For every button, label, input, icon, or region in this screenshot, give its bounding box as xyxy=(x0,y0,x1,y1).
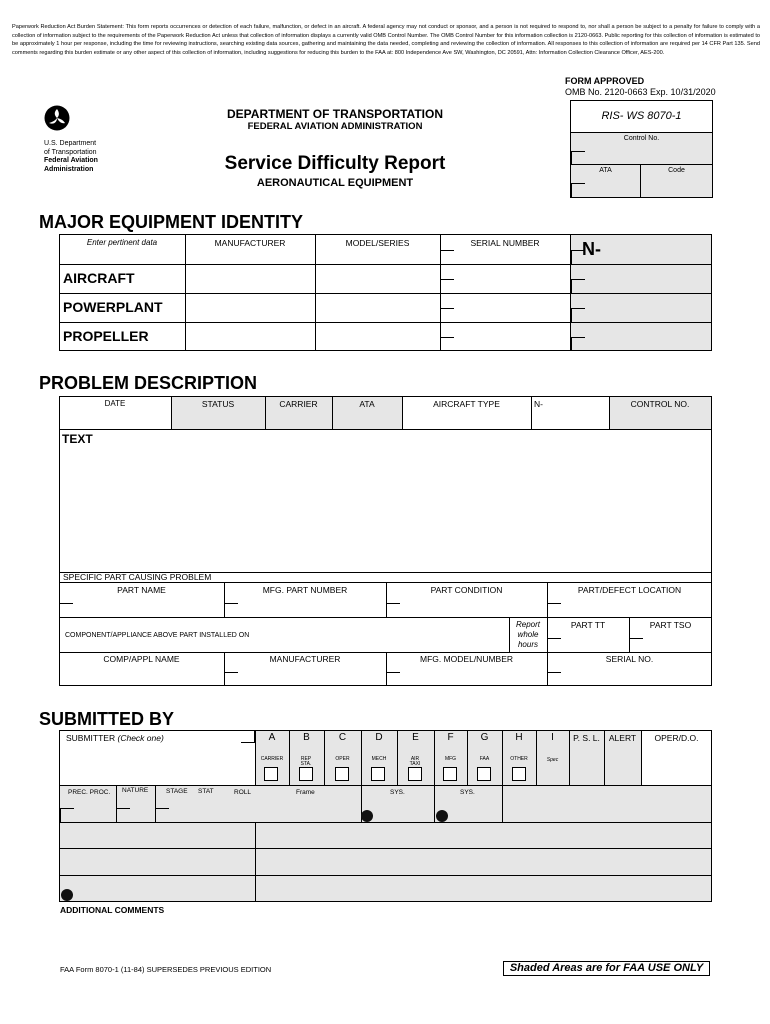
pd-vline xyxy=(531,396,532,429)
stat-label: STAT xyxy=(198,788,214,795)
page-title: Service Difficulty Report xyxy=(224,153,446,174)
sys-label-2: SYS. xyxy=(460,789,475,796)
me-tick xyxy=(571,308,585,322)
submitter-label xyxy=(66,733,164,743)
pd-col-aircraft-type: AIRCRAFT TYPE xyxy=(433,399,500,409)
part-tick xyxy=(547,603,561,617)
pd-hline xyxy=(59,617,712,618)
part-tt-tick xyxy=(547,638,561,652)
pd-col-control-no: CONTROL NO. xyxy=(630,399,690,409)
dot-line-2: of Transportation xyxy=(44,148,97,156)
sb-hline xyxy=(59,785,712,786)
row-powerplant: POWERPLANT xyxy=(63,299,163,315)
checkbox-h[interactable] xyxy=(512,767,526,781)
letter-d: D xyxy=(375,732,383,743)
alert-label: ALERT xyxy=(608,733,637,743)
sys-dot-icon xyxy=(436,810,448,822)
nature-label: NATURE xyxy=(122,787,149,794)
prec-proc-label: PREC. PROC. xyxy=(68,789,111,796)
code-tick xyxy=(60,808,74,822)
part-tt-label: PART TT xyxy=(570,620,606,630)
pd-hline xyxy=(59,429,712,430)
dot-line-1: U.S. Department xyxy=(44,140,97,147)
me-col-manufacturer: MANUFACTURER xyxy=(214,238,286,248)
letter-f: F xyxy=(447,732,454,743)
n-number-label: N- xyxy=(582,239,601,259)
part-tick xyxy=(386,603,400,617)
code-tick xyxy=(116,808,130,822)
comp-tick xyxy=(547,672,561,686)
pd-col-date: DATE xyxy=(104,399,126,408)
comp-tick xyxy=(224,672,238,686)
ris-number: RIS- WS 8070-1 xyxy=(601,110,682,122)
sb-hline xyxy=(59,875,712,876)
letter-h: H xyxy=(515,732,523,743)
submitter-text: SUBMITTER xyxy=(66,733,116,743)
report-line-2: whole xyxy=(517,630,539,639)
text-area[interactable] xyxy=(60,448,711,572)
oper-do-label: OPER/D.O. xyxy=(654,733,699,743)
checkbox-a[interactable] xyxy=(264,767,278,781)
part-tick xyxy=(59,603,73,617)
comp-appl-name-label: COMP/APPL NAME xyxy=(103,654,180,664)
sb-vline xyxy=(502,785,503,822)
me-tick xyxy=(571,337,585,351)
sys-dot-icon xyxy=(361,810,373,822)
dot-line-3: Federal Aviation xyxy=(44,157,98,164)
roll-label: ROLL xyxy=(234,789,251,796)
me-hline-3 xyxy=(59,322,712,323)
faa-title: FEDERAL AVIATION ADMINISTRATION xyxy=(247,121,423,132)
problem-description-title: PROBLEM DESCRIPTION xyxy=(39,373,258,393)
me-tick xyxy=(440,279,454,293)
dot-line-4: Administration xyxy=(44,165,94,173)
report-whole-hours xyxy=(509,620,547,650)
part-defect-location-label: PART/DEFECT LOCATION xyxy=(577,585,682,595)
part-tso-label: PART TSO xyxy=(649,620,692,630)
letter-i: I xyxy=(551,732,554,743)
form-number: FAA Form 8070-1 (11-84) SUPERSEDES PREVIOUS EDITION xyxy=(60,965,272,974)
me-hline-2 xyxy=(59,293,712,294)
code-tick xyxy=(155,808,169,822)
sublabel-oper: OPER xyxy=(335,756,350,762)
checkbox-e[interactable] xyxy=(408,767,422,781)
report-line-1: Report xyxy=(515,620,540,629)
letter-e: E xyxy=(412,732,419,743)
form-approved: FORM APPROVED xyxy=(565,76,645,86)
stage-label: STAGE xyxy=(166,788,188,795)
burden-statement: Paperwork Reduction Act Burden Statement: This form reports occurrences or detection of each failure, malfunction, or defect in an aircraft. A federal agency may not conduct or sponsor, and a person is not required to respond to, nor shall a person be subject to a penalty for failure to comply with a collection of information subject to the requirements of the Paperwork Reduction Act unless that collection of information displays a currently valid OMB Control Number. The OMB Control Number for this information collection is 2120-0663. Public reporting for this collection of information is estimated to be approximately 1 hour per response, including the time for reviewing instructions, searching existing data sources, gathering and maintaining the data needed, completing and reviewing the collection of information. All responses to this collection of information are required per 14 CFR Part 135. Send comments regarding this burden estimate or any other aspect of this collection of information, including suggestions for reducing this burden to the FAA at: 800 Independence Ave SW, Washington, DC 20591, Attn: Information Collection Clearance Officer, AES-200. xyxy=(12,24,760,56)
me-tick xyxy=(440,308,454,322)
me-col-model-series: MODEL/SERIES xyxy=(345,238,410,248)
sublabel-mech: MECH xyxy=(371,756,387,762)
sublabel-faa: FAA xyxy=(479,756,490,762)
row-propeller: PROPELLER xyxy=(63,328,149,344)
sublabel-carrier: CARRIER xyxy=(260,756,284,762)
additional-comments-label: ADDITIONAL COMMENTS xyxy=(60,905,165,915)
faa-use-row-b[interactable] xyxy=(60,849,711,875)
sb-hline xyxy=(59,822,712,823)
pd-col-ata: ATA xyxy=(359,399,375,409)
checkbox-g[interactable] xyxy=(477,767,491,781)
part-tso-tick xyxy=(629,638,643,652)
sb-hline xyxy=(59,848,712,849)
pd-col-carrier: CARRIER xyxy=(279,399,318,409)
checkbox-f[interactable] xyxy=(443,767,457,781)
me-hline-1 xyxy=(59,264,712,265)
part-name-label: PART NAME xyxy=(117,585,166,595)
ata-tick xyxy=(571,183,585,197)
letter-g: G xyxy=(480,732,489,743)
sublabel-mfg: MFG xyxy=(444,756,457,762)
control-no-label: Control No. xyxy=(623,135,660,142)
code-label: Code xyxy=(668,167,685,174)
control-no-tick xyxy=(571,151,585,165)
me-tick xyxy=(571,279,585,293)
psl-label: P. S. L. xyxy=(573,733,600,743)
checkbox-b[interactable] xyxy=(299,767,313,781)
me-tick xyxy=(440,250,454,264)
me-tick xyxy=(440,337,454,351)
mfg-part-number-label: MFG. PART NUMBER xyxy=(262,585,348,595)
specific-part-label: SPECIFIC PART CAUSING PROBLEM xyxy=(63,572,212,582)
part-tick xyxy=(224,603,238,617)
letter-c: C xyxy=(338,732,347,743)
letter-b: B xyxy=(303,732,310,743)
serial-no-label: SERIAL NO. xyxy=(605,654,654,664)
checkbox-d[interactable] xyxy=(371,767,385,781)
submitted-by-title: SUBMITTED BY xyxy=(39,709,174,729)
faa-use-row-c[interactable] xyxy=(60,876,711,901)
dept-title: DEPARTMENT OF TRANSPORTATION xyxy=(227,107,443,121)
me-tick xyxy=(571,250,585,264)
faa-use-row-a[interactable] xyxy=(60,823,711,848)
component-above-label: COMPONENT/APPLIANCE ABOVE PART INSTALLED ON xyxy=(65,632,250,639)
mfg-model-number-label: MFG. MODEL/NUMBER xyxy=(419,654,514,664)
comp-manufacturer-label: MANUFACTURER xyxy=(269,654,341,664)
comp-tick xyxy=(386,672,400,686)
major-equipment-title: MAJOR EQUIPMENT IDENTITY xyxy=(39,212,304,232)
bottom-dot-icon xyxy=(61,889,73,901)
pd-col-n: N- xyxy=(534,399,543,409)
sublabel-rep-sta: REP STA. xyxy=(300,756,312,767)
row-aircraft: AIRCRAFT xyxy=(63,270,135,286)
report-line-3: hours xyxy=(517,640,538,649)
checkbox-c[interactable] xyxy=(335,767,349,781)
letter-a: A xyxy=(268,732,276,743)
submitter-check[interactable] xyxy=(241,731,255,743)
sublabel-other: OTHER xyxy=(510,756,528,762)
part-condition-label: PART CONDITION xyxy=(430,585,503,595)
sys-label-1: SYS. xyxy=(390,789,405,796)
enter-pertinent-data: Enter pertinent data xyxy=(86,238,158,247)
check-one-text: (Check one) xyxy=(117,733,164,743)
dot-name xyxy=(44,140,98,174)
pd-col-status: STATUS xyxy=(201,399,235,409)
sublabel-spec: Spec xyxy=(546,757,559,763)
sublabel-air-taxi: AIR TAXI xyxy=(409,756,421,767)
dot-logo-icon xyxy=(44,105,70,131)
ata-label: ATA xyxy=(599,167,612,174)
frame-label: Frame xyxy=(296,789,315,796)
text-label: TEXT xyxy=(62,432,93,446)
shaded-areas-note: Shaded Areas are for FAA USE ONLY xyxy=(503,961,710,976)
sb-vline xyxy=(434,785,435,822)
me-col-serial-number: SERIAL NUMBER xyxy=(470,238,540,248)
page-subtitle: AERONAUTICAL EQUIPMENT xyxy=(256,177,414,189)
sb-vline xyxy=(255,822,256,902)
omb-number: OMB No. 2120-0663 Exp. 10/31/2020 xyxy=(565,87,716,97)
